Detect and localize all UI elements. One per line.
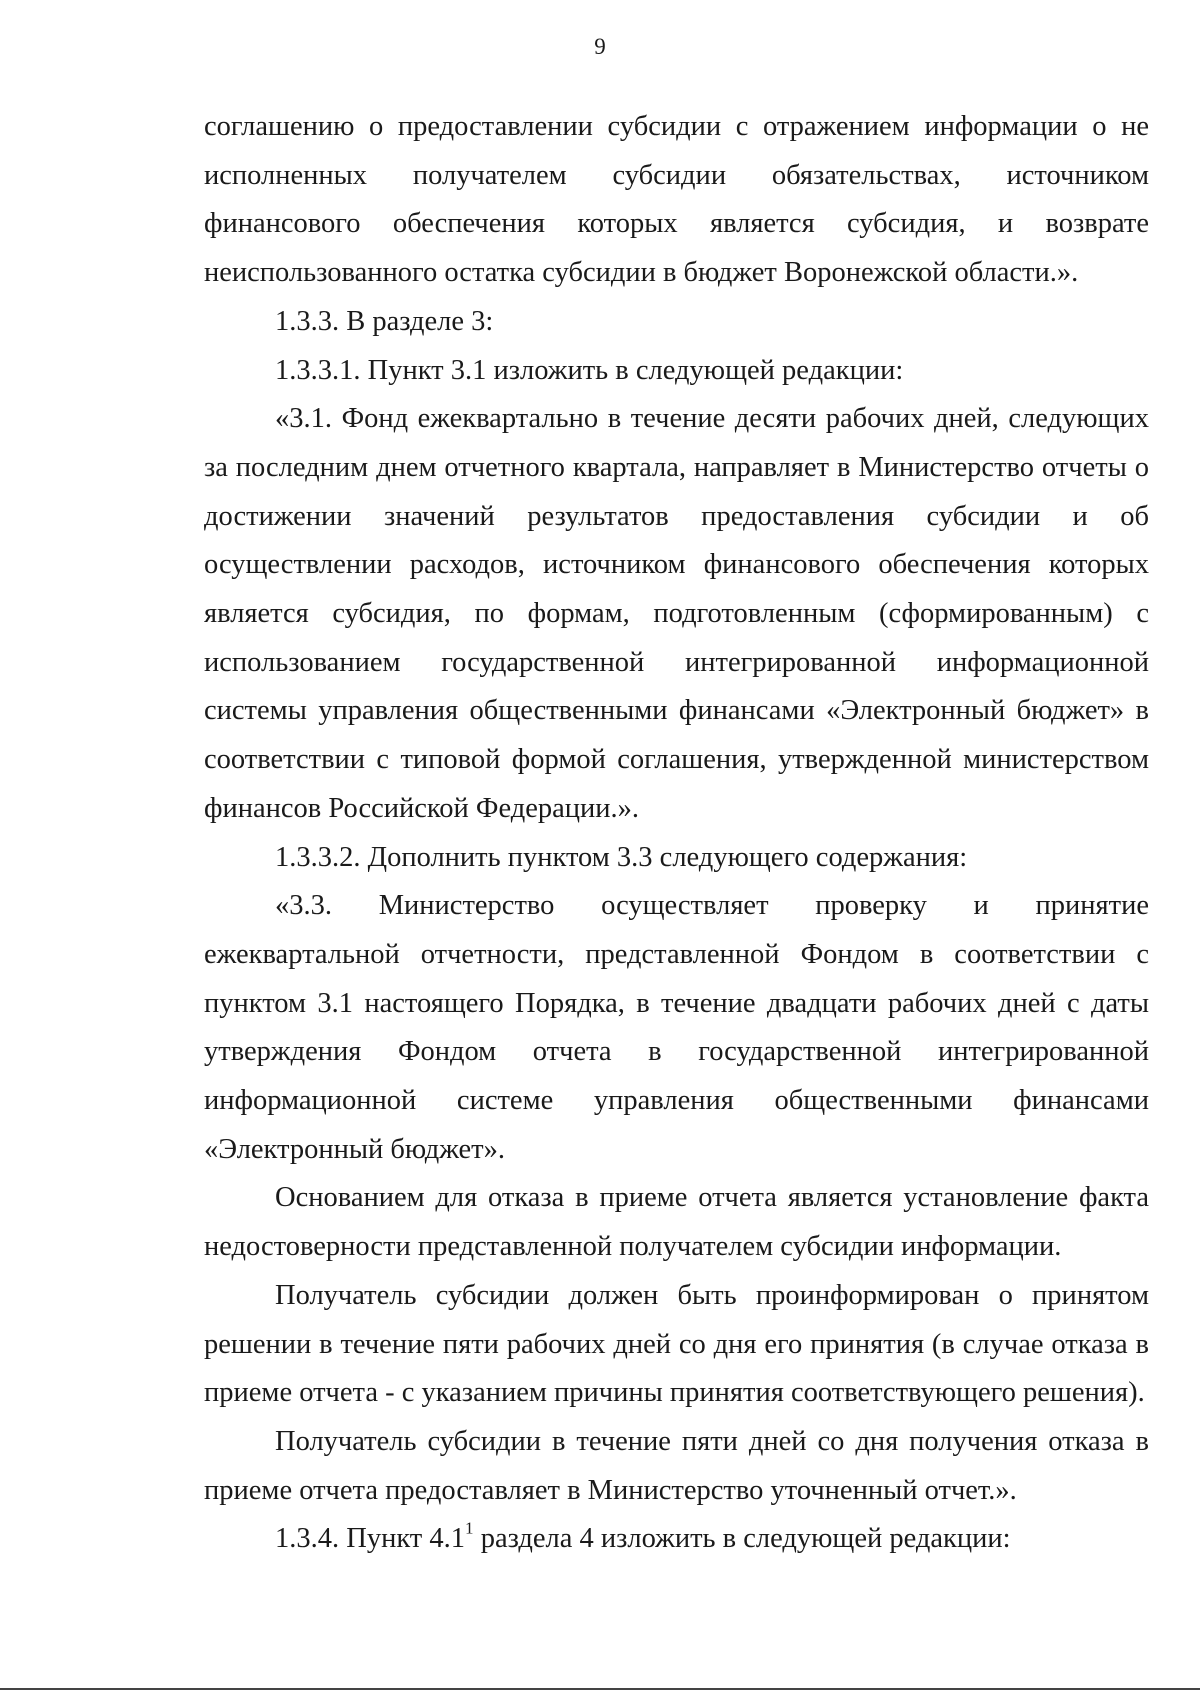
- superscript: 1: [465, 1518, 474, 1538]
- paragraph-continuation: соглашению о предоставлении субсидии с отражением информации о не исполненных получателем субсидии обязательствах, источником финансового обеспечения которых является субсидия, и возврате неиспользованного остатка субсидии в бюджет Воронежской области.».: [204, 111, 1149, 289]
- paragraph-section-heading: 1.3.3. В разделе 3:: [275, 305, 494, 337]
- paragraph-item-heading: 1.3.3.2. Дополнить пунктом 3.3 следующего содержания:: [275, 841, 968, 873]
- paragraph-body: Получатель субсидии должен быть проинформирован о принятом решении в течение пяти рабочих дней со дня его принятия (в случае отказа в приеме отчета - с указанием причины принятия соответствующего решения).: [204, 1279, 1149, 1409]
- paragraph-item-heading: 1.3.3.1. Пункт 3.1 изложить в следующей редакции:: [275, 354, 904, 386]
- paragraph-text-before-superscript: 1.3.4. Пункт 4.1: [275, 1523, 466, 1555]
- footer-rule: [0, 1688, 1200, 1690]
- paragraph-body: Основанием для отказа в приеме отчета является установление факта недостоверности представленной получателем субсидии информации.: [204, 1182, 1149, 1263]
- page-number: 9: [594, 34, 606, 59]
- paragraph-item-heading: [204, 1515, 1149, 1564]
- paragraph-quoted-clause-3-3: «3.3. Министерство осуществляет проверку и принятие ежеквартальной отчетности, представленной Фондом в соответствии с пунктом 3.1 настоящего Порядка, в течение двадцати рабочих дней с даты утверждения Фондом отчета в государственной интегрированной информационной системе управления общественными финансами «Электронный бюджет».: [204, 890, 1149, 1165]
- document-body: [204, 103, 1149, 1564]
- paragraph-body: Получатель субсидии в течение пяти дней со дня получения отказа в приеме отчета предоставляет в Министерство уточненный отчет.».: [204, 1425, 1149, 1506]
- paragraph-text-after-superscript: раздела 4 изложить в следующей редакции:: [473, 1523, 1011, 1555]
- paragraph-quoted-clause-3-1: «3.1. Фонд ежеквартально в течение десяти рабочих дней, следующих за последним днем отчетного квартала, направляет в Министерство отчеты о достижении значений результатов предоставления субсидии и об осуществлении расходов, источником финансового обеспечения которых является субсидия, по формам, подготовленным (сформированным) с использованием государственной интегрированной информационной системы управления общественными финансами «Электронный бюджет» в соответствии с типовой формой соглашения, утвержденной министерством финансов Российской Федерации.».: [204, 403, 1149, 824]
